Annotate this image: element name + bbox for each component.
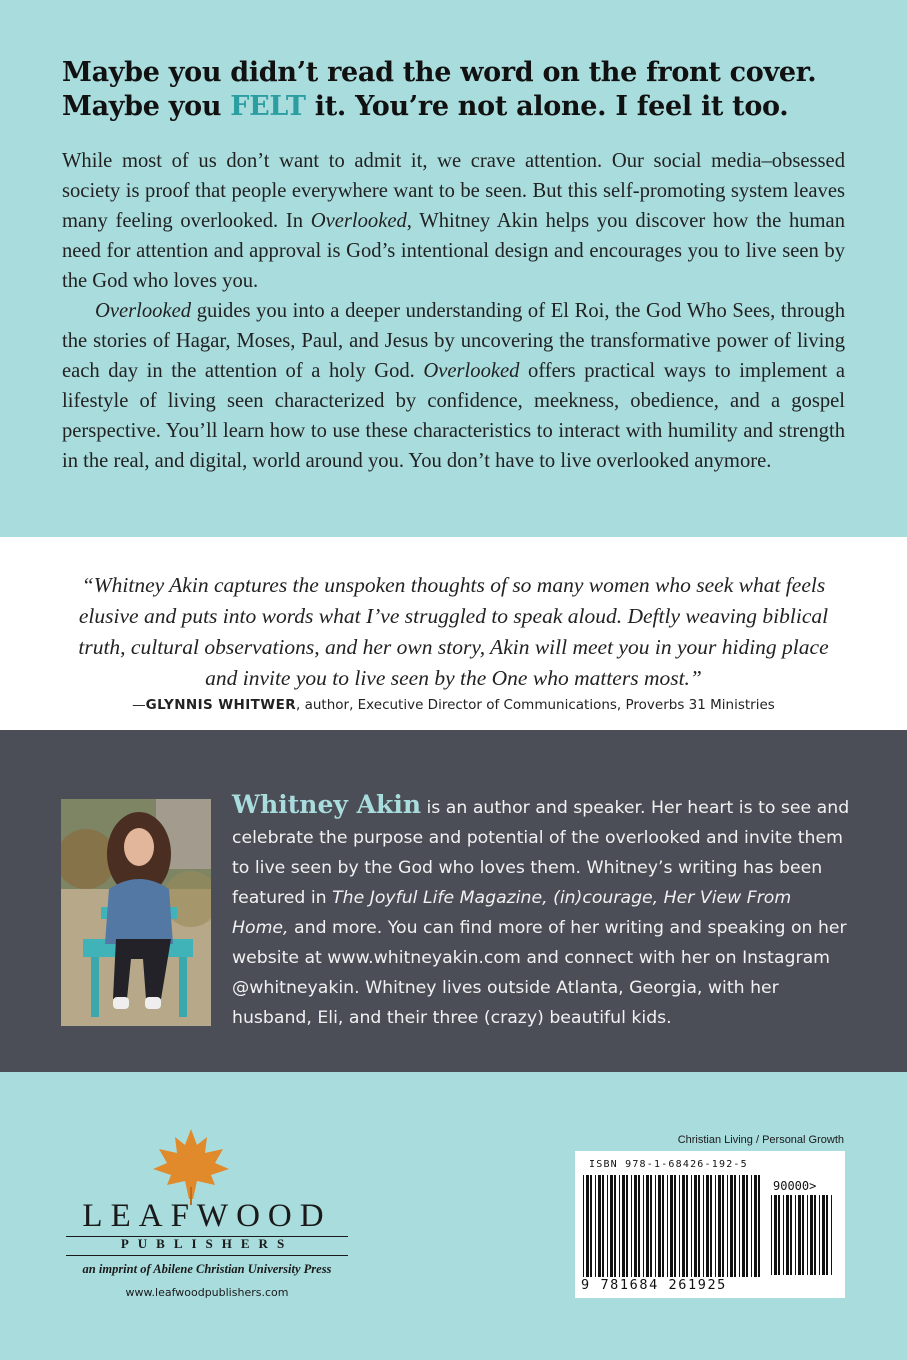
ean-digits: 9 781684 261925: [581, 1277, 727, 1293]
publisher-subtitle: PUBLISHERS: [120, 1236, 294, 1251]
barcode-bar: [790, 1195, 792, 1275]
barcode-bar: [774, 1195, 777, 1275]
barcode-bar: [778, 1195, 780, 1275]
barcode-bar: [771, 1195, 772, 1275]
barcode-bar: [679, 1175, 680, 1277]
barcode-bar: [703, 1175, 704, 1277]
endorser-name: GLYNNIS WHITWER: [145, 697, 296, 713]
barcode-bar: [706, 1175, 709, 1277]
barcode-bar: [607, 1175, 608, 1277]
barcode-bar: [831, 1195, 832, 1275]
description-paragraph-2: Overlooked guides you into a deeper understanding of El Roi, the God Who Sees, through the stories of Hagar, Moses, Paul, and Jesus by uncovering the transformative power of living each day in the attention of a holy God. Overlooked offers practical ways to implement a lifestyle of living seen characterized by confidence, meekness, obedience, and a gospel perspective. You’ll learn how to use these characteristics to interact with humility and strength in the real, and digital, world around you. You don’t have to live overlooked anymore.: [62, 300, 845, 472]
barcode-bar: [670, 1175, 673, 1277]
headline-line-1: Maybe you didn’t read the word on the front cover.: [62, 57, 817, 88]
barcode-bar: [626, 1175, 628, 1277]
author-bio-section: [0, 730, 907, 1072]
barcode-bar: [650, 1175, 652, 1277]
publisher-name: LEAFWOOD: [82, 1198, 332, 1234]
author-name: Whitney Akin: [232, 790, 422, 819]
book-description: [62, 146, 845, 476]
description-paragraph-1: While most of us don’t want to admit it, we crave attention. Our social media–obsessed society is proof that people everywhere want to be seen. But this self-promoting system leaves many feeling overlooked. In Overlooked, Whitney Akin helps you discover how the human need for attention and approval is God’s intentional design and encourages you to live seen by the God who loves you.: [62, 150, 845, 292]
barcode-bar: [819, 1195, 820, 1275]
endorsement-attribution: —GLYNNIS WHITWER, author, Executive Director of Communications, Proverbs 31 Ministries: [132, 697, 775, 713]
barcode-bar: [595, 1175, 596, 1277]
barcode-bar: [674, 1175, 676, 1277]
barcode-bar: [734, 1175, 736, 1277]
barcode-bar: [662, 1175, 664, 1277]
publisher-imprint: an imprint of Abilene Christian University Press: [82, 1262, 332, 1276]
price-barcode: [771, 1195, 835, 1275]
barcode-bar: [598, 1175, 601, 1277]
endorser-role: , author, Executive Director of Communications, Proverbs 31 Ministries: [296, 697, 775, 713]
barcode-bar: [727, 1175, 728, 1277]
barcode-bar: [586, 1175, 589, 1277]
ean-barcode: [583, 1175, 763, 1277]
book-title-italic: Overlooked: [310, 210, 407, 232]
barcode-bar: [718, 1175, 721, 1277]
book-category: Christian Living / Personal Growth: [677, 1134, 844, 1146]
barcode-bar: [614, 1175, 616, 1277]
headline: [62, 56, 862, 124]
publisher-rule-bottom: [66, 1255, 348, 1256]
barcode-bar: [807, 1195, 808, 1275]
barcode-bar: [602, 1175, 604, 1277]
barcode-bar: [698, 1175, 700, 1277]
author-photo-illustration: [61, 799, 211, 1026]
book-title-italic: Overlooked: [423, 360, 520, 382]
barcode-bar: [751, 1175, 752, 1277]
barcode-bar: [646, 1175, 649, 1277]
maple-leaf-icon: [151, 1127, 231, 1207]
barcode-bar: [583, 1175, 584, 1277]
barcode-bar: [715, 1175, 716, 1277]
barcode-bar: [694, 1175, 697, 1277]
barcode-bar: [798, 1195, 801, 1275]
publication-titles: The Joyful Life Magazine, (in)courage, Her View From Home,: [232, 888, 792, 938]
barcode-bar: [610, 1175, 613, 1277]
barcode-bar: [810, 1195, 813, 1275]
back-cover-description-section: [0, 0, 907, 537]
barcode-box: [575, 1151, 845, 1298]
barcode-bar: [786, 1195, 789, 1275]
headline-emphasis: FELT: [230, 91, 306, 122]
barcode-bar: [746, 1175, 748, 1277]
price-code: 90000>: [773, 1179, 817, 1193]
book-title-italic: Overlooked: [95, 300, 192, 322]
barcode-bar: [619, 1175, 620, 1277]
barcode-bar: [686, 1175, 688, 1277]
barcode-bar: [590, 1175, 592, 1277]
barcode-bar: [722, 1175, 724, 1277]
barcode-bar: [682, 1175, 685, 1277]
barcode-bar: [758, 1175, 760, 1277]
barcode-bar: [643, 1175, 644, 1277]
barcode-bar: [658, 1175, 661, 1277]
endorsement-section: [0, 537, 907, 730]
barcode-bar: [795, 1195, 796, 1275]
barcode-bar: [814, 1195, 816, 1275]
barcode-bar: [638, 1175, 640, 1277]
barcode-bar: [622, 1175, 625, 1277]
headline-line-2-post: it. You’re not alone. I feel it too.: [305, 91, 789, 122]
author-photo: [61, 799, 211, 1026]
barcode-bar: [655, 1175, 656, 1277]
barcode-bar: [667, 1175, 668, 1277]
barcode-bar: [710, 1175, 712, 1277]
barcode-bar: [783, 1195, 784, 1275]
publisher-website: www.leafwoodpublishers.com: [125, 1286, 289, 1299]
isbn-text: ISBN 978-1-68426-192-5: [589, 1159, 748, 1170]
author-bio: Whitney Akin is an author and speaker. Her heart is to see and celebrate the purpose and potential of the overlooked and invite them to live seen by the God who loves them. Whitney’s writing has been featured in The Joyful Life Magazine, (in)courage, Her View From Home, and more. You can find more of her writing and speaking on her website at www.whitneyakin.com and connect with her on Instagram @whitneyakin. Whitney lives outside Atlanta, Georgia, with her husband, Eli, and their three (crazy) beautiful kids.: [232, 790, 850, 1028]
barcode-bar: [822, 1195, 825, 1275]
barcode-bar: [634, 1175, 637, 1277]
barcode-bar: [631, 1175, 632, 1277]
barcode-bar: [742, 1175, 745, 1277]
barcode-bar: [730, 1175, 733, 1277]
barcode-bar: [739, 1175, 740, 1277]
barcode-bar: [691, 1175, 692, 1277]
barcode-bar: [754, 1175, 757, 1277]
headline-line-2-pre: Maybe you: [62, 91, 231, 122]
barcode-bar: [802, 1195, 804, 1275]
barcode-bar: [826, 1195, 828, 1275]
endorsement-quote: “Whitney Akin captures the unspoken thoughts of so many women who seek what feels elusive and puts into words what I’ve struggled to speak aloud. Deftly weaving biblical truth, cultural observations, and her own story, Akin will meet you in your hiding place and invite you to live seen by the One who matters most.”: [78, 573, 829, 690]
